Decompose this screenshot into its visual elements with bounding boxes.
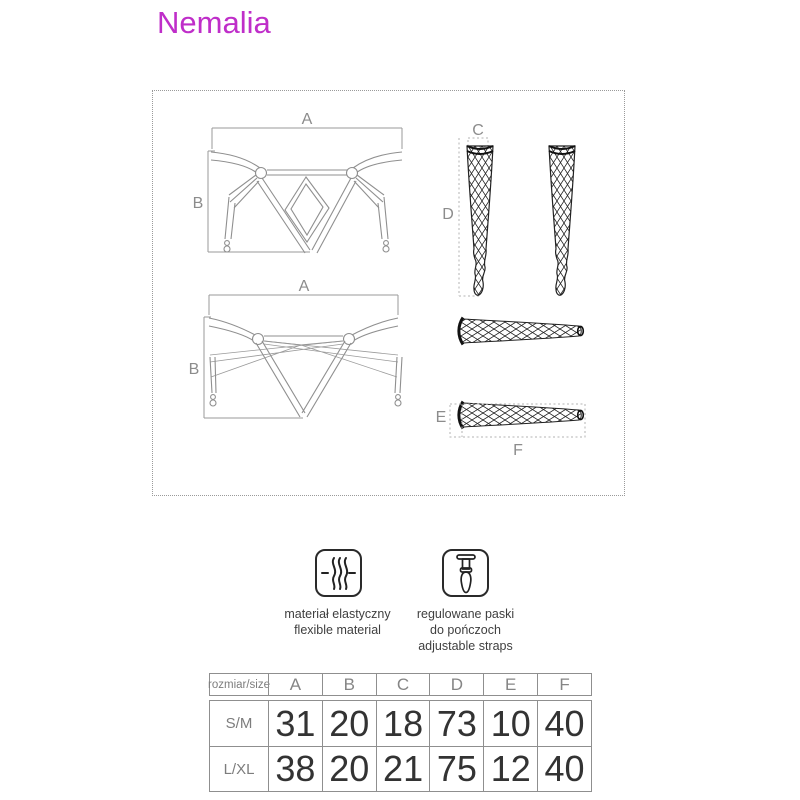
dim-label-f: F xyxy=(513,442,523,459)
size-table-header xyxy=(209,673,592,696)
dim-label-a-front: A xyxy=(301,111,313,128)
caption-line: materiał elastyczny xyxy=(284,607,391,621)
spec-diagram-svg xyxy=(153,91,624,495)
row-value: 20 xyxy=(322,747,376,791)
dim-label-b-front: B xyxy=(192,195,204,212)
caption-line: do pończoch xyxy=(430,623,501,637)
garter-clip-icon xyxy=(210,395,401,406)
garter-front-view xyxy=(193,111,402,253)
header-cell-c: C xyxy=(376,674,430,695)
feature-caption-straps xyxy=(398,606,533,654)
size-table-body xyxy=(209,700,592,792)
header-cell-a: A xyxy=(268,674,322,695)
size-table xyxy=(209,673,592,792)
spec-diagram-box xyxy=(152,90,625,496)
row-value: 10 xyxy=(483,701,537,746)
table-row xyxy=(210,746,591,791)
caption-line: flexible material xyxy=(294,623,381,637)
header-cell-e: E xyxy=(483,674,537,695)
stockings-view xyxy=(442,122,575,296)
row-size-label: S/M xyxy=(225,715,253,732)
header-cell-f: F xyxy=(537,674,591,695)
row-value: 21 xyxy=(376,747,430,791)
header-cell-size: rozmiar/size xyxy=(208,678,270,691)
garter-clip-icon xyxy=(224,241,389,252)
dim-label-d: D xyxy=(442,206,454,223)
dim-label-e: E xyxy=(435,409,447,426)
dim-label-c: C xyxy=(472,122,484,139)
dim-label-a-back: A xyxy=(298,278,310,295)
elastic-material-icon xyxy=(315,549,362,597)
feature-caption-elastic xyxy=(270,606,405,638)
row-value: 40 xyxy=(537,701,591,746)
caption-line: adjustable straps xyxy=(418,639,513,653)
row-value: 38 xyxy=(268,747,322,791)
stocking-band-views xyxy=(436,318,585,460)
row-value: 40 xyxy=(537,747,591,791)
page-title: Nemalia xyxy=(157,5,271,40)
row-value: 31 xyxy=(268,701,322,746)
row-value: 12 xyxy=(483,747,537,791)
row-size-label: L/XL xyxy=(223,760,255,778)
row-value: 73 xyxy=(429,701,483,746)
garter-strap-icon xyxy=(442,549,489,597)
row-value: 18 xyxy=(376,701,430,746)
garter-back-view xyxy=(189,278,402,418)
row-value: 20 xyxy=(322,701,376,746)
header-cell-d: D xyxy=(429,674,483,695)
header-cell-b: B xyxy=(322,674,376,695)
dim-label-b-back: B xyxy=(188,361,200,378)
table-row xyxy=(210,701,591,746)
row-value: 75 xyxy=(429,747,483,791)
caption-line: regulowane paski xyxy=(416,607,515,621)
